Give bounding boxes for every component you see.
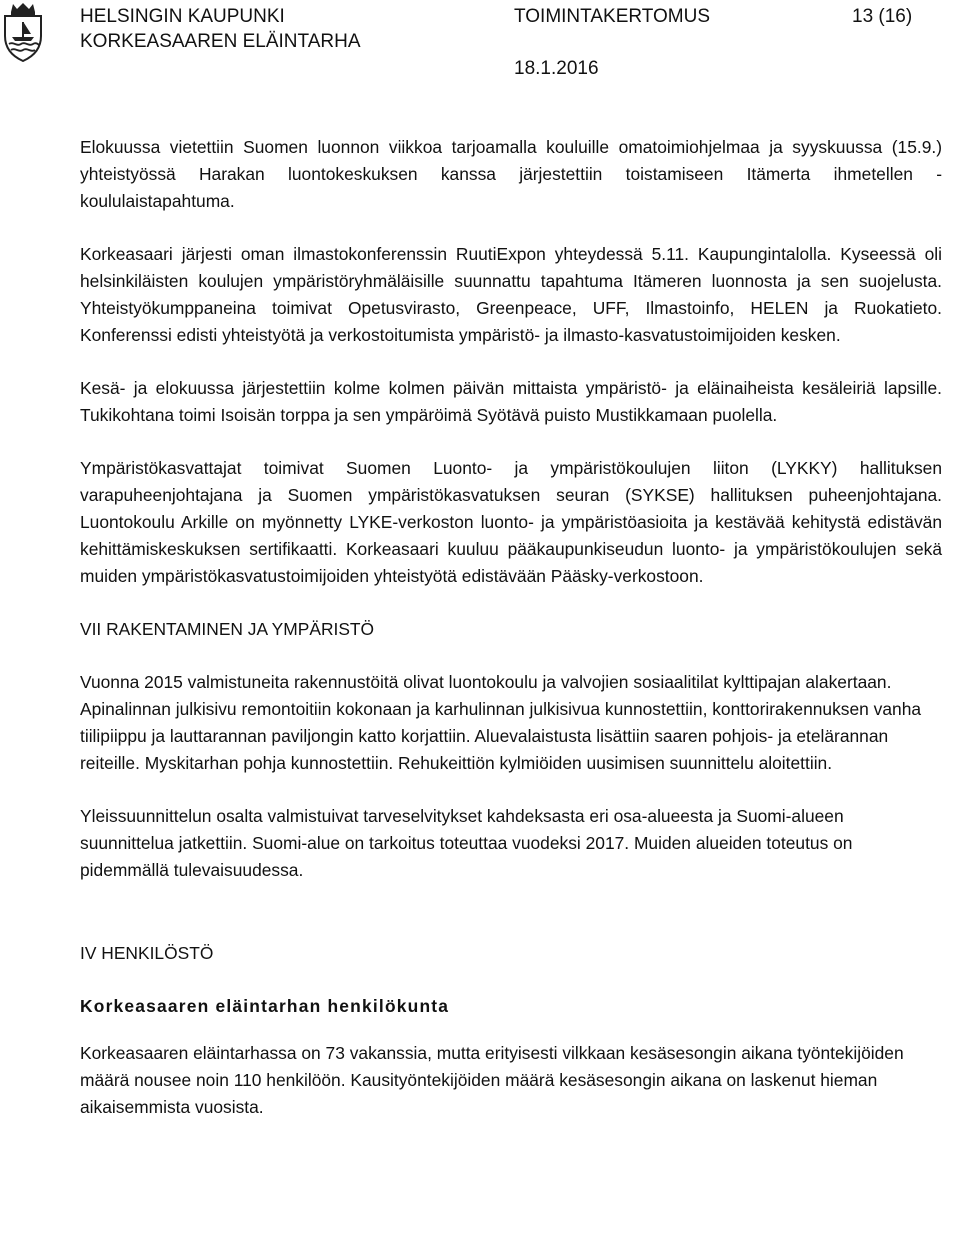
header-unit: KORKEASAAREN ELÄINTARHA	[80, 31, 361, 52]
document-body	[80, 134, 942, 1147]
paragraph-summer-camps: Kesä- ja elokuussa järjestettiin kolme kolmen päivän mittaista ympäristö- ja eläinaiheista kesäleiriä lapsille. Tukikohtana toimi Isoisän torppa ja sen ympäröimä Syötävä puisto Mustikkamaan puolella.	[80, 378, 942, 425]
section-heading-construction: VII RAKENTAMINEN JA YMPÄRISTÖ	[80, 619, 375, 639]
header-date: 18.1.2016	[514, 58, 599, 79]
paragraph-master-planning: Yleissuunnittelun osalta valmistuivat tarveselvitykset kahdeksasta eri osa-alueesta ja Suomi-alueen suunnittelua jatkettiin. Suomi-alue on tarkoitus toteuttaa vuodeksi 2017. Muiden alueiden toteutus on pidemmällä tulevaisuudessa.	[80, 806, 853, 880]
paragraph-environmental-educators: Ympäristökasvattajat toimivat Suomen Luonto- ja ympäristökoulujen liiton (LYKKY) hallituksen varapuheenjohtajana ja Suomen ympäristökasvatuksen seuran (SYKSE) hallituksen puheenjohtajana. Luontokoulu Arkille on myönnetty LYKE-verkoston luonto- ja ympäristöasioita ja kestävää kehitystä edistävän kehittämiskeskuksen sertifikaatti. Korkeasaari kuuluu pääkaupunkiseudun luonto- ja ympäristökoulujen sekä muiden ympäristökasvatustoimijoiden yhteistyötä edistävään Pääsky-verkostoon.	[80, 458, 942, 586]
section-heading-personnel: IV HENKILÖSTÖ	[80, 943, 214, 963]
paragraph-nature-week: Elokuussa vietettiin Suomen luonnon viikkoa tarjoamalla kouluille omatoimiohjelmaa ja syyskuussa (15.9.) yhteistyössä Harakan luontokeskuksen kanssa järjestettiin toistamiseen Itämerta ihmetellen -koululaistapahtuma.	[80, 137, 942, 211]
subheading-staff: Korkeasaaren eläintarhan henkilökunta	[80, 996, 450, 1016]
helsinki-crest-icon	[0, 0, 46, 62]
paragraph-construction-works: Vuonna 2015 valmistuneita rakennustöitä olivat luontokoulu ja valvojien sosiaalitilat kylttipajan alakertaan. Apinalinnan julkisivu remontoitiin kokonaan ja karhulinnan julkisivua kunnostettiin, konttorirakennuksen vanha tiilipiippu ja lauttarannan paviljongin katto korjattiin. Aluevalaistusta lisättiin saaren pohjois- ja etelärannan reiteille. Myskitarhan pohja kunnostettiin. Rehukeittiön kylmiöiden uusimisen suunnittelu aloitettiin.	[80, 672, 922, 773]
header-org: HELSINGIN KAUPUNKI	[80, 6, 285, 27]
header-page-number: 13 (16)	[852, 6, 913, 27]
paragraph-staff-count: Korkeasaaren eläintarhassa on 73 vakanssia, mutta erityisesti vilkkaan kesäsesongin aikana työntekijöiden määrä nousee noin 110 henkilöön. Kausityöntekijöiden määrä kesäsesongin aikana on laskenut hieman aikaisemmista vuosista.	[80, 1043, 904, 1117]
paragraph-climate-conference: Korkeasaari järjesti oman ilmastokonferenssin RuutiExpon yhteydessä 5.11. Kaupungintalolla. Kyseessä oli helsinkiläisten koulujen ympäristöryhmäläisille suunnattu tapahtuma Itämeren luonnosta ja sen suojelusta. Yhteistyökumppaneina toimivat Opetusvirasto, Greenpeace, UFF, Ilmastoinfo, HELEN ja Ruokatieto. Konferenssi edisti yhteistyötä ja verkostoitumista ympäristö- ja ilmasto-kasvatustoimijoiden kesken.	[80, 244, 942, 345]
header-doc-type: TOIMINTAKERTOMUS	[514, 6, 711, 27]
